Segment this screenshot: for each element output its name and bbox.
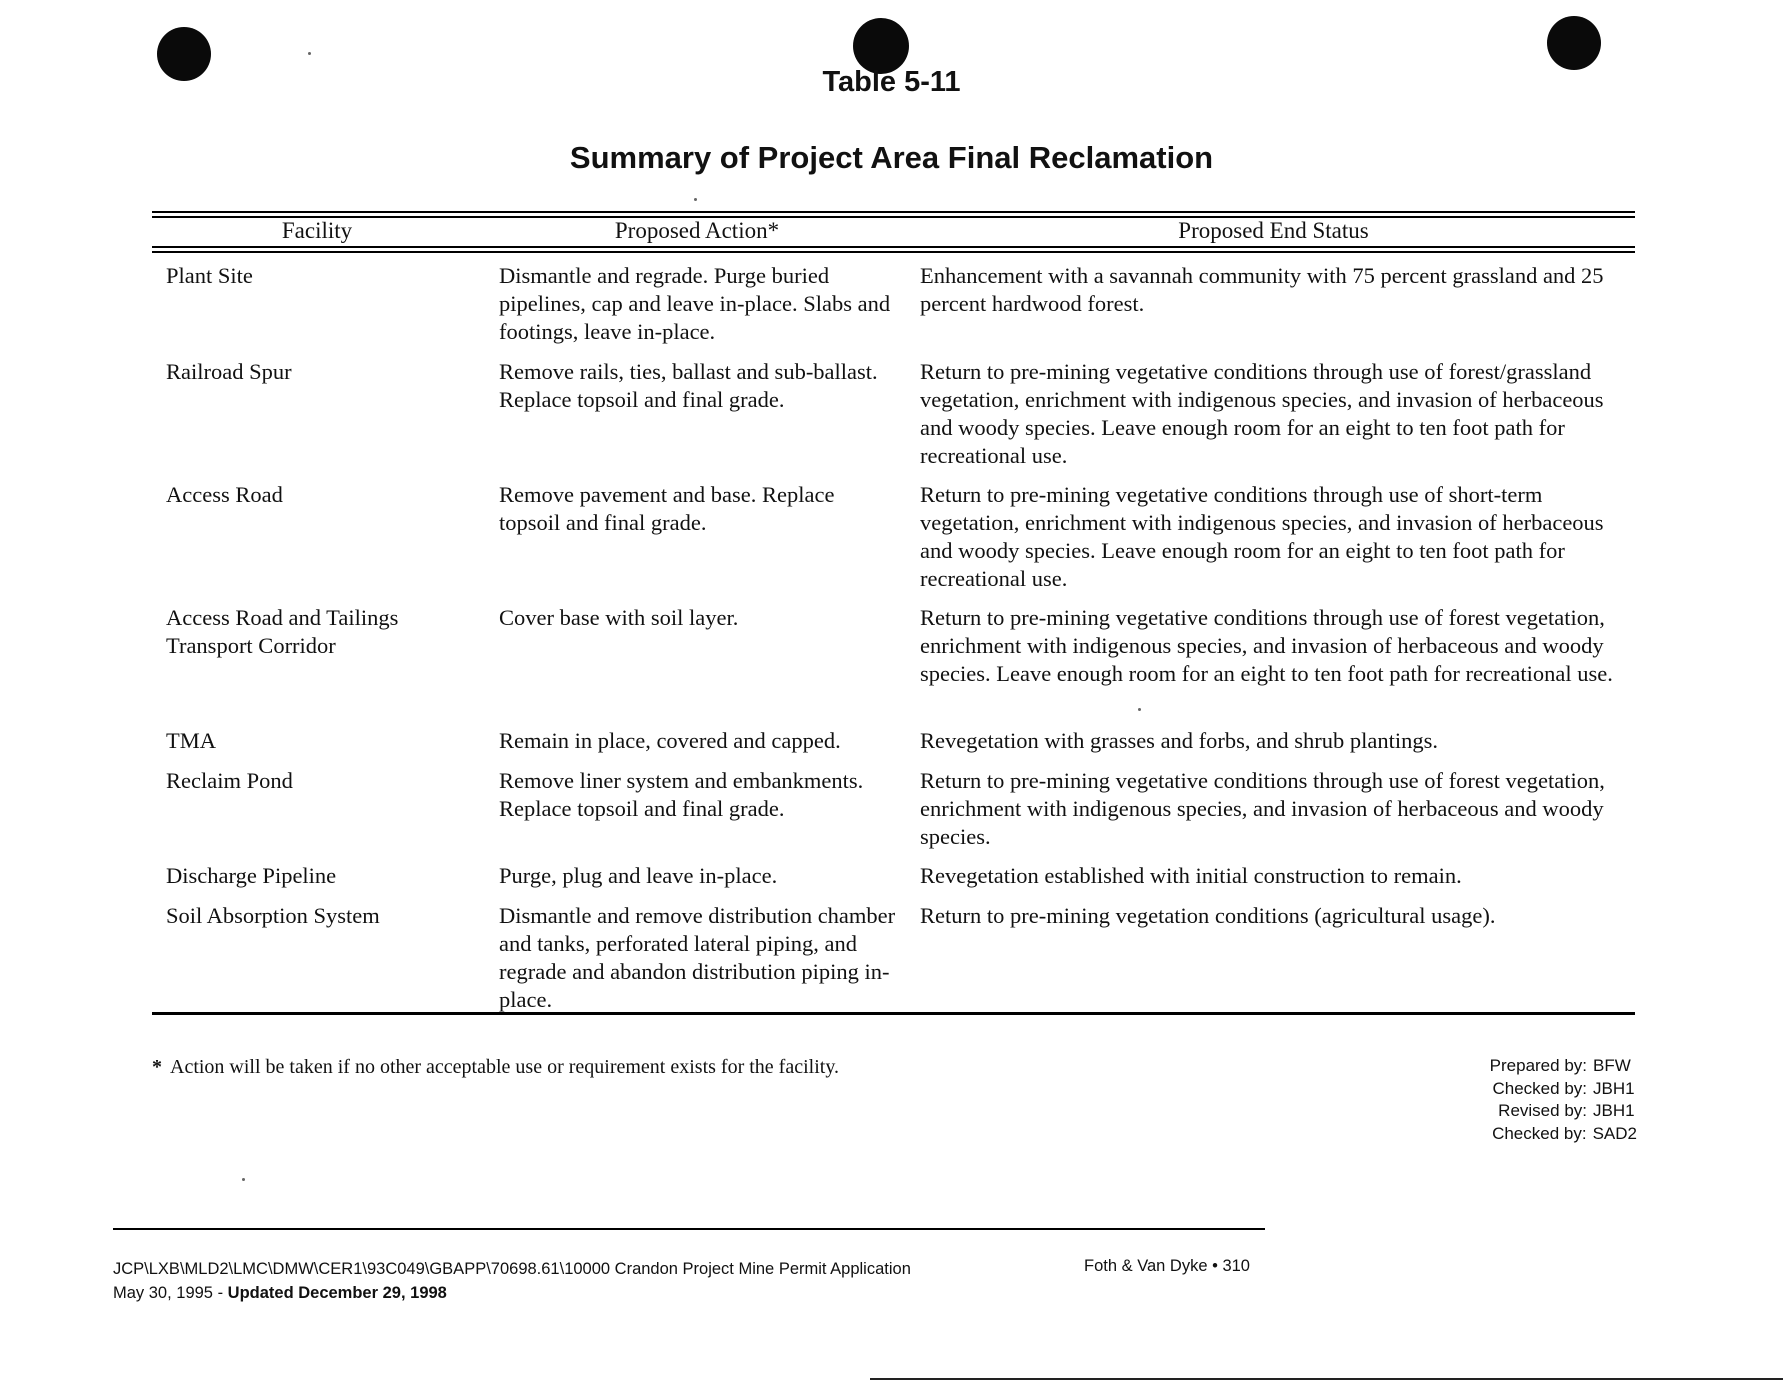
signoff-label: Checked by:	[1492, 1078, 1587, 1098]
header-bottom-rule-inner	[152, 251, 1635, 253]
signoff-label: Revised by:	[1498, 1101, 1587, 1120]
footer-dates	[113, 1281, 911, 1305]
table-top-rule	[152, 211, 1635, 213]
facility-cell: Reclaim Pond	[166, 768, 293, 793]
action-cell: Purge, plug and leave in-place.	[499, 863, 778, 888]
footnote-text: Action will be taken if no other acceptable use or requirement exists for the facility.	[170, 1056, 840, 1078]
table-bottom-rule	[152, 1012, 1635, 1015]
footer-rule	[113, 1228, 1265, 1230]
footer-date-updated: Updated December 29, 1998	[227, 1284, 447, 1302]
header-facility: Facility	[281, 218, 353, 243]
status-cell: Revegetation with grasses and forbs, and shrub plantings.	[920, 728, 1439, 753]
signoff-block	[1337, 1055, 1637, 1145]
signoff-line	[1337, 1055, 1637, 1078]
header-bottom-rule	[152, 246, 1635, 248]
table-title: Summary of Project Area Final Reclamation	[569, 140, 1214, 175]
facility-cell: Discharge Pipeline	[166, 863, 337, 888]
action-cell: Dismantle and regrade. Purge buried pipelines, cap and leave in-place. Slabs and footings, leave in-place.	[499, 263, 891, 344]
facility-cell: Soil Absorption System	[166, 903, 380, 928]
footer-path: JCP\LXB\MLD2\LMC\DMW\CER1\93C049\GBAPP\70698.61\10000 Crandon Project Mine Permit Application	[113, 1260, 911, 1278]
action-cell: Remove liner system and embankments. Replace topsoil and final grade.	[499, 768, 864, 821]
signoff-label: Checked by:	[1492, 1123, 1587, 1143]
signoff-name: JBH1	[1593, 1078, 1635, 1098]
action-cell: Remove pavement and base. Replace topsoil and final grade.	[499, 482, 835, 535]
action-cell: Remove rails, ties, ballast and sub-ballast. Replace topsoil and final grade.	[499, 359, 878, 412]
header-proposed-action: Proposed Action*	[614, 218, 780, 243]
facility-cell: Access Road and Tailings Transport Corridor	[166, 605, 399, 658]
action-cell: Dismantle and remove distribution chamber and tanks, perforated lateral piping, and regrade and abandon distribution piping in-place.	[499, 903, 896, 1012]
status-cell: Return to pre-mining vegetative conditions through use of forest vegetation, enrichment with indigenous species, and invasion of herbaceous and woody species. Leave enough room for an eight to ten foot path for recreational use.	[920, 605, 1613, 686]
footnote	[152, 1056, 839, 1079]
signoff-name: BFW	[1593, 1056, 1631, 1075]
footnote-marker: *	[152, 1056, 162, 1078]
table-number: Table 5-11	[822, 66, 961, 98]
status-cell: Return to pre-mining vegetative conditions through use of forest/grassland vegetation, enrichment with indigenous species, and invasion of herbaceous and woody species. Leave enough room for an eight to ten foot path for recreational use.	[920, 359, 1604, 468]
action-cell: Cover base with soil layer.	[499, 605, 739, 630]
status-cell: Return to pre-mining vegetative conditions through use of forest vegetation, enrichment with indigenous species, and invasion of herbaceous and woody species.	[920, 768, 1605, 849]
facility-cell: TMA	[166, 728, 216, 753]
action-cell: Remain in place, covered and capped.	[499, 728, 841, 753]
signoff-label: Prepared by:	[1489, 1056, 1587, 1075]
facility-cell: Access Road	[166, 482, 283, 507]
footer-company-page: Foth & Van Dyke • 310	[1084, 1257, 1250, 1275]
status-cell: Revegetation established with initial construction to remain.	[920, 863, 1462, 888]
status-cell: Return to pre-mining vegetative conditions through use of short-term vegetation, enrichment with indigenous species, and invasion of herbaceous and woody species. Leave enough room for an eight to ten foot path for recreational use.	[920, 482, 1604, 591]
signoff-line	[1337, 1123, 1637, 1146]
status-cell: Enhancement with a savannah community with 75 percent grassland and 25 percent hardwood forest.	[920, 263, 1604, 316]
signoff-name: SAD2	[1592, 1123, 1637, 1143]
signoff-line	[1337, 1100, 1637, 1123]
status-cell: Return to pre-mining vegetation conditions (agricultural usage).	[920, 903, 1496, 928]
facility-cell: Railroad Spur	[166, 359, 292, 384]
facility-cell: Plant Site	[166, 263, 253, 288]
footer-date-original: May 30, 1995 -	[113, 1284, 228, 1302]
header-proposed-end-status: Proposed End Status	[1178, 218, 1369, 243]
punch-hole-right	[1547, 16, 1601, 70]
footer-left	[113, 1257, 911, 1305]
signoff-line	[1337, 1078, 1637, 1101]
signoff-name: JBH1	[1593, 1101, 1635, 1120]
